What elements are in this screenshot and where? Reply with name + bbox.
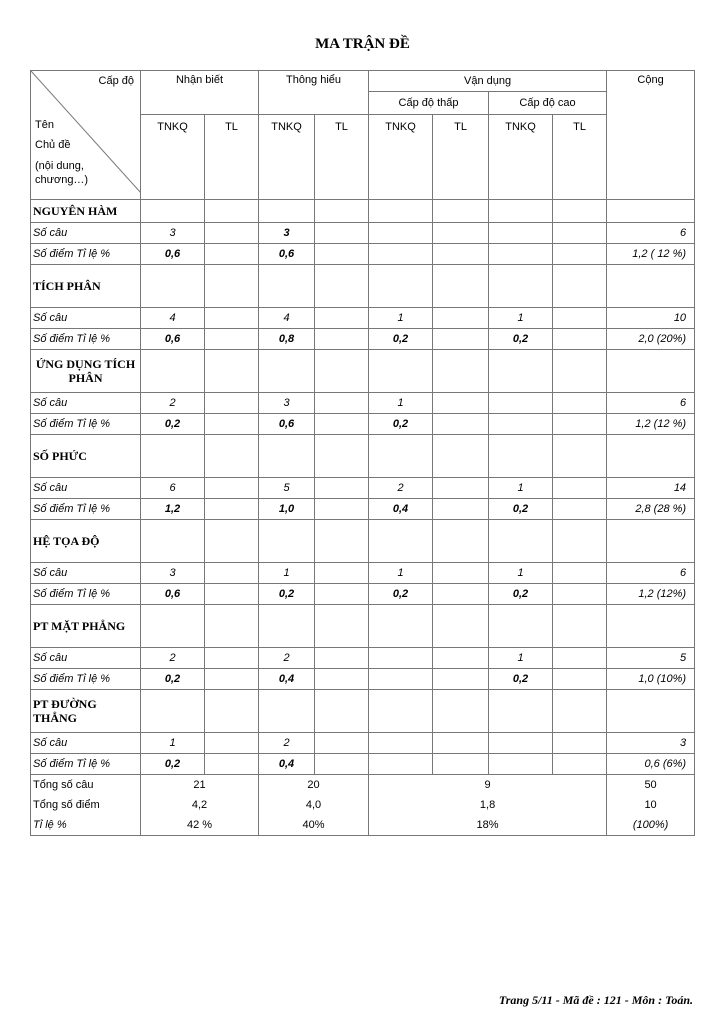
total-count-cell: 6	[607, 563, 695, 584]
empty-cell	[607, 605, 695, 648]
score-cell: 1,2	[141, 499, 205, 520]
count-label: Số câu	[31, 563, 141, 584]
summary-row	[31, 815, 695, 836]
count-cell: 2	[259, 648, 315, 669]
score-cell	[489, 244, 553, 265]
total-score-cell: 2,0 (20%)	[607, 329, 695, 350]
topic-name: SỐ PHỨC	[31, 435, 141, 478]
score-cell	[489, 754, 553, 775]
total-score-cell: 2,8 (28 %)	[607, 499, 695, 520]
empty-cell	[489, 350, 553, 393]
count-cell	[433, 733, 489, 754]
empty-cell	[141, 200, 205, 223]
topic-row	[31, 605, 695, 648]
empty-cell	[369, 200, 433, 223]
tl-header: TL	[553, 115, 607, 200]
total-header: Cộng	[607, 71, 695, 200]
score-cell	[553, 329, 607, 350]
score-cell: 1,0	[259, 499, 315, 520]
page-title: MA TRẬN ĐỀ	[315, 36, 410, 52]
count-cell: 2	[259, 733, 315, 754]
empty-cell	[141, 265, 205, 308]
count-row	[31, 648, 695, 669]
score-cell	[315, 754, 369, 775]
score-cell	[369, 754, 433, 775]
count-cell	[433, 478, 489, 499]
score-label: Số điểm Tỉ lệ %	[31, 584, 141, 605]
score-cell	[553, 414, 607, 435]
summary-label: Tổng số câu	[31, 775, 141, 796]
empty-cell	[369, 435, 433, 478]
count-cell	[489, 733, 553, 754]
count-cell	[369, 733, 433, 754]
score-cell: 0,2	[489, 329, 553, 350]
count-cell	[489, 393, 553, 414]
count-cell: 1	[369, 563, 433, 584]
count-label: Số câu	[31, 223, 141, 244]
count-cell: 1	[489, 478, 553, 499]
summary-recognize: 42 %	[141, 815, 259, 836]
score-cell	[315, 499, 369, 520]
score-label: Số điểm Tỉ lệ %	[31, 329, 141, 350]
score-cell: 0,2	[369, 584, 433, 605]
empty-cell	[205, 350, 259, 393]
total-score-cell: 1,2 ( 12 %)	[607, 244, 695, 265]
empty-cell	[369, 520, 433, 563]
summary-row	[31, 775, 695, 796]
summary-understand: 4,0	[259, 795, 369, 815]
score-cell: 0,6	[141, 329, 205, 350]
score-cell	[315, 244, 369, 265]
count-cell: 3	[259, 393, 315, 414]
score-cell: 0,2	[489, 584, 553, 605]
total-score-cell: 1,2 (12%)	[607, 584, 695, 605]
topic-row	[31, 200, 695, 223]
tnkq-header: TNKQ	[259, 115, 315, 200]
empty-cell	[607, 200, 695, 223]
count-cell	[553, 308, 607, 329]
total-count-cell: 10	[607, 308, 695, 329]
empty-cell	[553, 690, 607, 733]
summary-understand: 40%	[259, 815, 369, 836]
empty-cell	[205, 605, 259, 648]
summary-total: 10	[607, 795, 695, 815]
score-cell	[433, 329, 489, 350]
count-cell	[205, 563, 259, 584]
high-level-header: Cấp độ cao	[489, 92, 607, 115]
score-label: Số điểm Tỉ lệ %	[31, 754, 141, 775]
count-cell: 5	[259, 478, 315, 499]
count-cell	[433, 223, 489, 244]
count-cell: 1	[369, 308, 433, 329]
count-cell	[553, 393, 607, 414]
summary-understand: 20	[259, 775, 369, 796]
score-label: Số điểm Tỉ lệ %	[31, 669, 141, 690]
count-cell: 6	[141, 478, 205, 499]
score-cell	[553, 754, 607, 775]
empty-cell	[607, 690, 695, 733]
empty-cell	[489, 200, 553, 223]
count-cell: 1	[259, 563, 315, 584]
count-cell: 4	[259, 308, 315, 329]
score-cell: 0,6	[141, 584, 205, 605]
tl-header: TL	[205, 115, 259, 200]
score-cell	[433, 669, 489, 690]
empty-cell	[259, 200, 315, 223]
total-score-cell: 1,2 (12 %)	[607, 414, 695, 435]
total-count-cell: 6	[607, 393, 695, 414]
score-cell	[433, 244, 489, 265]
count-cell: 3	[141, 563, 205, 584]
topic-name: HỆ TỌA ĐỘ	[31, 520, 141, 563]
count-cell: 1	[489, 563, 553, 584]
empty-cell	[489, 435, 553, 478]
empty-cell	[553, 605, 607, 648]
empty-cell	[315, 605, 369, 648]
score-cell	[205, 414, 259, 435]
empty-cell	[489, 265, 553, 308]
count-cell	[489, 223, 553, 244]
empty-cell	[553, 435, 607, 478]
empty-cell	[205, 265, 259, 308]
tnkq-header: TNKQ	[141, 115, 205, 200]
empty-cell	[433, 690, 489, 733]
summary-apply: 9	[369, 775, 607, 796]
score-cell: 0,4	[369, 499, 433, 520]
topic-row	[31, 265, 695, 308]
count-cell	[553, 563, 607, 584]
tnkq-header: TNKQ	[489, 115, 553, 200]
summary-apply: 1,8	[369, 795, 607, 815]
score-cell	[369, 669, 433, 690]
count-cell	[553, 223, 607, 244]
count-cell	[315, 563, 369, 584]
score-cell	[433, 754, 489, 775]
tl-header: TL	[433, 115, 489, 200]
score-row	[31, 329, 695, 350]
score-cell: 0,2	[369, 329, 433, 350]
recognize-header: Nhận biết	[141, 71, 259, 115]
count-label: Số câu	[31, 733, 141, 754]
empty-cell	[205, 435, 259, 478]
empty-cell	[369, 605, 433, 648]
count-cell: 2	[141, 648, 205, 669]
empty-cell	[315, 350, 369, 393]
score-cell: 0,6	[259, 414, 315, 435]
empty-cell	[205, 690, 259, 733]
score-cell	[315, 329, 369, 350]
empty-cell	[369, 265, 433, 308]
empty-cell	[259, 690, 315, 733]
count-row	[31, 478, 695, 499]
score-cell: 0,6	[259, 244, 315, 265]
count-cell	[369, 648, 433, 669]
topic-row	[31, 350, 695, 393]
empty-cell	[205, 200, 259, 223]
count-cell: 2	[141, 393, 205, 414]
empty-cell	[259, 605, 315, 648]
count-cell	[315, 393, 369, 414]
empty-cell	[489, 605, 553, 648]
score-cell: 0,4	[259, 754, 315, 775]
count-cell	[369, 223, 433, 244]
score-cell	[205, 669, 259, 690]
score-cell: 0,2	[141, 669, 205, 690]
score-row	[31, 499, 695, 520]
count-row	[31, 563, 695, 584]
total-count-cell: 6	[607, 223, 695, 244]
empty-cell	[607, 520, 695, 563]
score-row	[31, 584, 695, 605]
empty-cell	[607, 350, 695, 393]
score-cell	[315, 584, 369, 605]
score-cell	[433, 414, 489, 435]
empty-cell	[315, 520, 369, 563]
topic-label-2: Chủ đề	[35, 139, 71, 151]
count-label: Số câu	[31, 648, 141, 669]
empty-cell	[553, 350, 607, 393]
summary-total: 50	[607, 775, 695, 796]
empty-cell	[553, 265, 607, 308]
score-label: Số điểm Tỉ lệ %	[31, 244, 141, 265]
count-cell	[205, 648, 259, 669]
score-cell	[205, 754, 259, 775]
summary-label: Tổng số điểm	[31, 795, 141, 815]
empty-cell	[433, 605, 489, 648]
apply-header: Vận dụng	[369, 71, 607, 92]
summary-recognize: 21	[141, 775, 259, 796]
empty-cell	[315, 265, 369, 308]
score-cell	[315, 669, 369, 690]
score-cell: 0,4	[259, 669, 315, 690]
count-cell: 1	[489, 648, 553, 669]
count-cell: 3	[259, 223, 315, 244]
count-cell: 4	[141, 308, 205, 329]
total-count-cell: 14	[607, 478, 695, 499]
empty-cell	[141, 690, 205, 733]
low-level-header: Cấp độ thấp	[369, 92, 489, 115]
score-cell: 0,2	[369, 414, 433, 435]
count-row	[31, 733, 695, 754]
count-cell: 2	[369, 478, 433, 499]
count-label: Số câu	[31, 308, 141, 329]
count-cell	[553, 478, 607, 499]
score-cell	[315, 414, 369, 435]
empty-cell	[433, 435, 489, 478]
empty-cell	[433, 265, 489, 308]
count-cell	[205, 223, 259, 244]
header-row-1	[31, 71, 695, 92]
topic-name: NGUYÊN HÀM	[31, 200, 141, 223]
score-cell	[553, 244, 607, 265]
empty-cell	[607, 435, 695, 478]
tnkq-header: TNKQ	[369, 115, 433, 200]
score-cell	[205, 584, 259, 605]
score-cell	[433, 499, 489, 520]
count-cell	[315, 478, 369, 499]
count-row	[31, 308, 695, 329]
empty-cell	[553, 200, 607, 223]
total-score-cell: 0,6 (6%)	[607, 754, 695, 775]
count-row	[31, 223, 695, 244]
score-cell: 0,2	[141, 414, 205, 435]
summary-apply: 18%	[369, 815, 607, 836]
topic-name: PT MẶT PHẲNG	[31, 605, 141, 648]
empty-cell	[141, 605, 205, 648]
score-cell	[489, 414, 553, 435]
count-row	[31, 393, 695, 414]
score-cell	[553, 499, 607, 520]
count-cell: 1	[489, 308, 553, 329]
empty-cell	[259, 265, 315, 308]
empty-cell	[433, 350, 489, 393]
score-row	[31, 244, 695, 265]
count-cell: 3	[141, 223, 205, 244]
tl-header: TL	[315, 115, 369, 200]
topic-row	[31, 520, 695, 563]
total-count-cell: 5	[607, 648, 695, 669]
score-cell: 0,2	[489, 499, 553, 520]
empty-cell	[259, 435, 315, 478]
empty-cell	[315, 200, 369, 223]
empty-cell	[259, 350, 315, 393]
score-cell: 0,2	[489, 669, 553, 690]
count-cell	[315, 648, 369, 669]
score-cell	[369, 244, 433, 265]
total-count-cell: 3	[607, 733, 695, 754]
count-cell: 1	[369, 393, 433, 414]
empty-cell	[489, 520, 553, 563]
count-cell	[433, 648, 489, 669]
score-cell: 0,2	[141, 754, 205, 775]
corner-cell	[31, 71, 141, 200]
topic-name: PT ĐƯỜNG THẲNG	[31, 690, 141, 733]
topic-label-3: (nội dung, chương…)	[35, 160, 89, 186]
summary-row	[31, 795, 695, 815]
score-cell: 0,2	[259, 584, 315, 605]
score-cell	[553, 584, 607, 605]
total-score-cell: 1,0 (10%)	[607, 669, 695, 690]
count-cell	[205, 308, 259, 329]
summary-recognize: 4,2	[141, 795, 259, 815]
score-cell: 0,8	[259, 329, 315, 350]
empty-cell	[607, 265, 695, 308]
empty-cell	[433, 520, 489, 563]
empty-cell	[553, 520, 607, 563]
count-cell	[205, 393, 259, 414]
score-cell	[433, 584, 489, 605]
count-cell	[205, 733, 259, 754]
count-cell	[433, 308, 489, 329]
score-row	[31, 414, 695, 435]
count-cell	[315, 308, 369, 329]
empty-cell	[141, 350, 205, 393]
topic-row	[31, 690, 695, 733]
score-cell	[205, 329, 259, 350]
score-row	[31, 754, 695, 775]
score-label: Số điểm Tỉ lệ %	[31, 499, 141, 520]
empty-cell	[259, 520, 315, 563]
count-cell: 1	[141, 733, 205, 754]
summary-label: Tỉ lệ %	[31, 815, 141, 836]
empty-cell	[369, 350, 433, 393]
count-cell	[433, 393, 489, 414]
level-label: Cấp độ	[98, 75, 134, 87]
topic-name: ỨNG DỤNG TÍCH PHÂN	[31, 350, 141, 393]
score-cell	[553, 669, 607, 690]
score-cell	[205, 244, 259, 265]
empty-cell	[141, 520, 205, 563]
count-label: Số câu	[31, 478, 141, 499]
empty-cell	[369, 690, 433, 733]
summary-total: (100%)	[607, 815, 695, 836]
count-label: Số câu	[31, 393, 141, 414]
topic-label-1: Tên	[35, 119, 54, 131]
topic-name: TÍCH PHÂN	[31, 265, 141, 308]
score-cell: 0,6	[141, 244, 205, 265]
page-footer: Trang 5/11 - Mã đề : 121 - Môn : Toán.	[498, 993, 693, 1007]
count-cell	[205, 478, 259, 499]
empty-cell	[315, 690, 369, 733]
count-cell	[553, 648, 607, 669]
score-cell	[205, 499, 259, 520]
count-cell	[433, 563, 489, 584]
count-cell	[553, 733, 607, 754]
count-cell	[315, 223, 369, 244]
matrix-table	[30, 70, 695, 836]
empty-cell	[489, 690, 553, 733]
topic-row	[31, 435, 695, 478]
score-row	[31, 669, 695, 690]
empty-cell	[205, 520, 259, 563]
empty-cell	[433, 200, 489, 223]
empty-cell	[141, 435, 205, 478]
count-cell	[315, 733, 369, 754]
understand-header: Thông hiểu	[259, 71, 369, 115]
empty-cell	[315, 435, 369, 478]
score-label: Số điểm Tỉ lệ %	[31, 414, 141, 435]
